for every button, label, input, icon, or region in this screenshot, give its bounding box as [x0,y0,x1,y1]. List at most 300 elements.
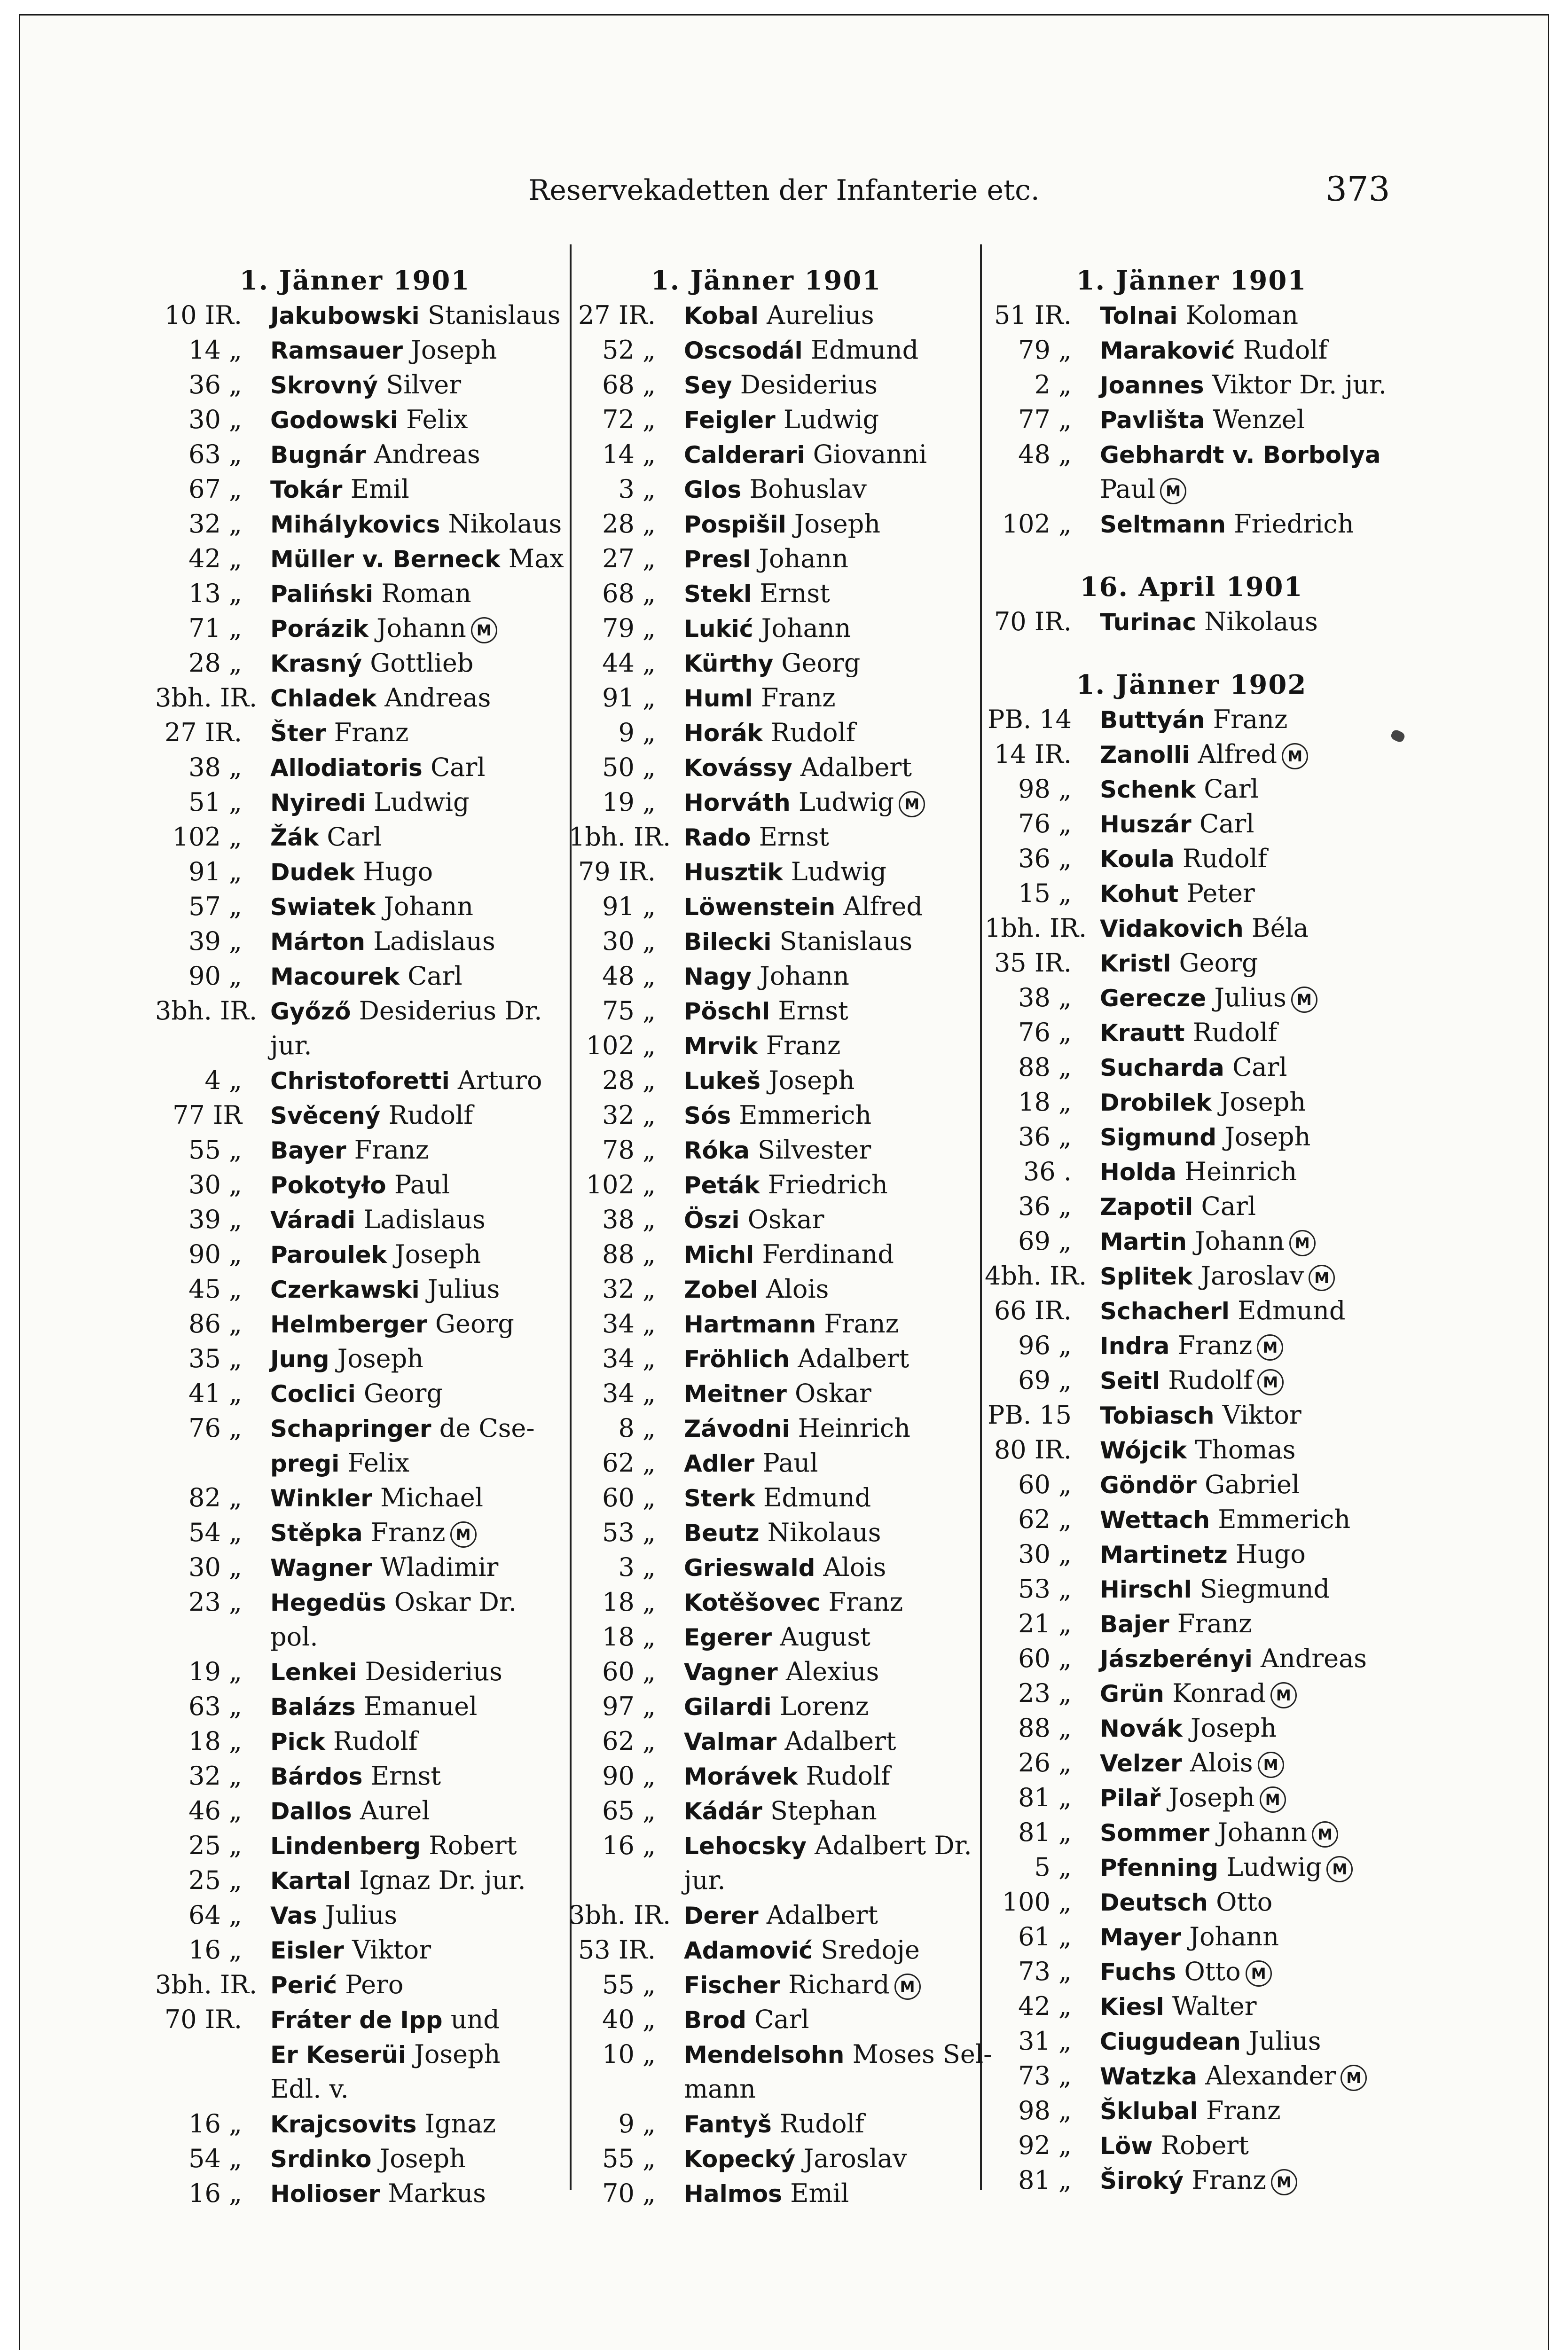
cadet-name [684,437,927,472]
regiment-number: 69 „ [1018,1226,1072,1256]
regiment-number: 55 „ [188,1135,242,1165]
roster-entry [569,368,964,402]
surname: Derer [684,1902,759,1929]
roster-entry [985,604,1398,639]
regiment-number: 54 „ [188,2144,242,2173]
regiment-number: 14 „ [602,439,656,469]
surname: Koula [1100,846,1175,873]
cadet-name [684,1550,886,1585]
surname: Lehocsky [684,1833,807,1860]
cadet-name [1100,946,1258,981]
given-name: Johann [1189,1922,1279,1951]
regiment-number: 27 IR. [164,718,242,747]
cadet-name [270,1515,477,1551]
roster-entry [569,2141,964,2176]
regiment-number: 102 „ [586,1031,656,1060]
cadet-name [270,1585,517,1620]
regiment-number: 60 „ [1018,1644,1072,1673]
cadet-name [684,1272,829,1307]
given-name: Lorenz [779,1692,869,1721]
roster-entry [985,1676,1398,1711]
cadet-name [1100,1189,1256,1224]
cadet-name [684,1654,879,1690]
cadet-name [270,959,463,994]
circled-m-icon: M [1282,743,1308,769]
regiment-number: 30 „ [188,405,242,434]
regiment-number: 63 „ [188,1692,242,1721]
cadet-name [1100,702,1287,737]
given-name: Franz [1213,705,1288,734]
roster-entry [569,2107,964,2141]
roster-entry [985,1954,1398,1989]
regiment-number: 73 „ [1018,2061,1072,2091]
surname: Huml [684,685,753,712]
given-name: Stanislaus [779,926,913,956]
roster-entry [155,1133,555,1167]
given-name: Sredoje [821,1935,920,1965]
given-name: Alexander [1205,2061,1336,2091]
surname: Er Keserüi [270,2041,407,2068]
given-name: Oskar Dr. [394,1587,517,1617]
roster-entry [155,1028,555,1063]
regiment-number: 62 „ [1018,1504,1072,1534]
surname: Turinac [1100,609,1196,636]
given-name: Carl [327,822,382,852]
surname: Winkler [270,1485,372,1512]
given-name: Johann [384,892,474,921]
roster-entry [569,820,964,854]
regiment-number: 16 „ [602,1831,656,1860]
roster-entry [569,889,964,924]
given-name: Franz [828,1587,903,1617]
given-name: Heinrich [798,1413,910,1443]
regiment-number: PB. 14 [987,705,1072,734]
given-name: Paul [394,1170,450,1199]
given-name: Wenzel [1213,405,1305,434]
given-name: Adalbert [784,1726,896,1756]
cadet-name [1100,333,1327,368]
regiment-number: 21 „ [1018,1609,1072,1638]
cadet-name [270,715,408,751]
regiment-number: 23 „ [188,1587,242,1617]
cadet-name [684,1828,972,1864]
given-name: Alexius [785,1657,879,1686]
regiment-number: 30 „ [1018,1539,1072,1569]
roster-entry [985,298,1398,333]
given-name: jur. [270,1031,312,1060]
given-name: Emil [790,2178,849,2208]
regiment-number: 53 IR. [578,1935,656,1965]
surname: Fischer [684,1972,780,1999]
surname: Deutsch [1100,1889,1208,1916]
given-name: Alfred [843,892,923,921]
roster-entry [985,1015,1398,1050]
cadet-name [270,333,497,368]
circled-m-icon: M [450,1521,477,1548]
regiment-number: 79 „ [602,613,656,643]
given-name: Joseph [337,1344,423,1373]
cadet-name [1100,2093,1281,2129]
roster-entry [155,1689,555,1724]
given-name: Andreas [384,683,491,713]
roster-entry [155,1898,555,1933]
regiment-number: 35 IR. [994,948,1072,978]
regiment-number: 9 „ [618,718,656,747]
surname: Sterk [684,1485,755,1512]
surname: Holda [1100,1159,1176,1186]
cadet-name [1100,1954,1272,1990]
cadet-name [1100,1467,1300,1503]
cadet-name [270,1654,502,1690]
regiment-number: 90 „ [602,1761,656,1791]
cadet-name [1100,1328,1283,1363]
roster-entry [155,1759,555,1794]
given-name: Carl [754,2005,809,2034]
surname: Kiesl [1100,1993,1164,2021]
given-name: Georg [1179,948,1258,978]
surname: Fuchs [1100,1958,1176,1986]
cadet-name [270,541,564,577]
cadet-name [270,1237,481,1272]
given-name: und [450,2005,500,2034]
regiment-number: 91 „ [602,892,656,921]
cadet-name [270,1933,431,1968]
given-name: Hugo [363,857,433,886]
given-name: Ludwig [1226,1852,1322,1882]
given-name: Edmund [810,335,919,365]
roster-entry [985,2163,1398,2198]
roster-entry [985,2059,1398,2093]
surname: Horák [684,720,763,747]
cadet-name [684,854,886,890]
surname: Chladek [270,685,377,712]
cadet-name [1100,2059,1367,2094]
cadet-name [1100,604,1318,640]
surname: Indra [1100,1332,1170,1360]
cadet-name [684,1167,888,1203]
cadet-name [270,1759,441,1794]
surname: Sós [684,1102,731,1129]
surname: Hegedüs [270,1589,386,1616]
regiment-number: 78 „ [602,1135,656,1165]
regiment-number: 60 „ [602,1483,656,1512]
regiment-number: 1bh. IR. [985,913,1087,943]
surname: Bilecki [684,928,772,956]
given-name: Peter [1186,878,1255,908]
given-name: Siegmund [1200,1574,1330,1604]
given-name: Franz [370,1518,446,1547]
surname: Christoforetti [270,1067,450,1095]
surname: Bajer [1100,1611,1169,1638]
roster-entry [569,298,964,333]
roster-entry [985,1780,1398,1815]
cadet-name [270,1098,473,1133]
surname: Horváth [684,789,791,816]
given-name: Adalbert Dr. [815,1831,972,1860]
surname: Wójcik [1100,1437,1187,1464]
date-heading: 1. Jänner 1901 [651,265,882,296]
roster-entry [155,1585,555,1620]
column-rule-2 [980,244,982,2190]
roster-entry [155,472,555,507]
cadet-name [270,611,497,646]
roster-entry [569,715,964,750]
regiment-number: 52 „ [602,335,656,365]
cadet-name [270,994,542,1029]
regiment-number: 16 „ [188,2178,242,2208]
surname: Grün [1100,1680,1164,1708]
cadet-name [684,2141,907,2177]
given-name: Michael [380,1483,484,1512]
cadet-name [1100,402,1305,438]
roster-entry [569,611,964,646]
cadet-name [684,472,867,507]
surname: Adler [684,1450,755,1477]
given-name: jur. [684,1865,726,1895]
given-name: Nikolaus [1204,607,1318,636]
regiment-number: 32 „ [602,1100,656,1130]
cadet-name [684,2176,849,2211]
roster-entry [569,1898,964,1933]
cadet-name [684,2107,864,2142]
roster-entry [569,1967,964,2002]
cadet-name [270,507,562,542]
surname: Godowski [270,407,398,434]
given-name: Ernst [760,579,830,608]
given-name: Desiderius [740,370,878,400]
regiment-number: 100 „ [1002,1887,1072,1917]
surname: Müller v. Berneck [270,546,501,573]
surname: Tobiasch [1100,1402,1215,1429]
regiment-number: 10 IR. [164,300,242,330]
regiment-number: 1bh. IR. [569,822,671,852]
given-name: Desiderius Dr. [359,996,542,1026]
surname: Buttyán [1100,706,1205,734]
roster-entry [155,2072,555,2107]
surname: Fröhlich [684,1346,790,1373]
surname: Czerkawski [270,1276,420,1303]
cadet-name [684,1724,896,1759]
roster-entry [985,702,1398,737]
cadet-name [684,402,879,438]
surname: Sigmund [1100,1124,1217,1151]
surname: Michl [684,1241,754,1269]
regiment-number: 72 „ [602,405,656,434]
regiment-number: 81 „ [1018,1817,1072,1847]
roster-entry [155,1341,555,1376]
regiment-number: 3bh. IR. [155,683,258,713]
surname: Löw [1100,2132,1153,2160]
cadet-name [684,681,836,716]
given-name: Georg [363,1379,443,1408]
regiment-number: 69 „ [1018,1365,1072,1395]
roster-entry [155,611,555,646]
given-name: Felix [406,405,468,434]
surname: Kartal [270,1867,351,1895]
surname: Joannes [1100,372,1204,399]
surname: Kohut [1100,880,1179,908]
regiment-number: 27 „ [602,544,656,573]
roster-entry [155,1376,555,1411]
regiment-number: 34 „ [602,1309,656,1339]
regiment-number: 30 „ [188,1170,242,1199]
given-name: Joseph [411,335,497,365]
roster-entry [569,1724,964,1759]
roster-entry [985,1363,1398,1398]
regiment-number: 16 „ [188,2109,242,2138]
surname: Holioser [270,2180,380,2208]
given-name: Joseph [414,2039,501,2069]
roster-entry [985,911,1398,946]
regiment-number: 102 „ [586,1170,656,1199]
surname: Balázs [270,1693,356,1721]
surname: Hirschl [1100,1576,1192,1603]
regiment-number: 30 „ [188,1552,242,1582]
cadet-name [270,1898,397,1933]
given-name: Bohuslav [749,474,867,504]
cadet-name [270,1863,526,1898]
cadet-name [270,1307,514,1342]
regiment-number: 28 „ [602,1065,656,1095]
surname: Adamović [684,1937,813,1964]
surname: Pavlišta [1100,407,1205,434]
surname: Seltmann [1100,511,1226,538]
given-name: Joseph [379,2144,466,2173]
regiment-number: 86 „ [188,1309,242,1339]
given-name: Jaroslav [803,2144,907,2173]
given-name: Ladislaus [373,926,495,956]
cadet-name [684,1933,920,1968]
roster-entry [155,1550,555,1585]
given-name: Emmerich [739,1100,872,1130]
given-name: Ignaz [424,2109,496,2138]
surname: Allodiatoris [270,754,423,782]
roster-entry [155,750,555,785]
roster-entry [569,1828,972,1863]
regiment-number: 98 „ [1018,2096,1072,2125]
regiment-number: 18 „ [1018,1087,1072,1117]
regiment-number: 36 „ [1018,844,1072,873]
regiment-number: 27 IR. [578,300,656,330]
roster-entry [569,785,964,820]
given-name: Carl [1201,1191,1256,1221]
surname: Glos [684,476,742,503]
cadet-name [684,2002,809,2037]
given-name: Robert [1160,2131,1249,2160]
given-name: Rudolf [806,1761,891,1791]
given-name: Gottlieb [370,648,474,678]
roster-entry [569,1167,964,1202]
roster-entry [985,876,1398,911]
cadet-name [270,785,470,820]
cadet-name [270,1063,542,1098]
surname: Nyiredi [270,789,366,816]
surname: Zanolli [1100,741,1190,768]
surname: Calderari [684,441,805,469]
surname: Splitek [1100,1263,1193,1290]
roster-entry [569,1550,964,1585]
given-name: Edmund [763,1483,871,1512]
regiment-number: 42 „ [188,544,242,573]
surname: Kovássy [684,754,792,782]
cadet-name [684,1133,871,1168]
surname: Zobel [684,1276,758,1303]
roster-entry [155,298,561,333]
given-name: Rudolf [388,1100,473,1130]
regiment-number: 13 „ [188,579,242,608]
regiment-number: 4bh. IR. [985,1261,1087,1291]
surname: Novák [1100,1715,1183,1742]
circled-m-icon: M [1326,1856,1353,1882]
surname: Perić [270,1972,337,1999]
roster-entry [155,333,555,368]
cadet-name [270,1480,483,1516]
given-name: Arturo [457,1065,542,1095]
regiment-number: 80 IR. [994,1435,1072,1465]
roster-entry [985,1572,1398,1606]
regiment-number: 50 „ [602,752,656,782]
given-name: Silvester [758,1135,871,1165]
roster-entry [985,841,1398,876]
roster-entry [155,1480,555,1515]
given-name: Paul [762,1448,818,1478]
surname: Valmar [684,1728,777,1755]
regiment-number: 34 „ [602,1344,656,1373]
regiment-number: 70 IR. [994,607,1072,636]
given-name: Johann [376,613,466,643]
roster-entry [985,2024,1398,2059]
given-name: Wladimir [380,1552,499,1582]
regiment-number: 42 „ [1018,1991,1072,2021]
regiment-number: 5 „ [1034,1852,1072,1882]
roster-entry [155,1654,555,1689]
roster-entry [985,1850,1398,1885]
regiment-number: 23 „ [1018,1678,1072,1708]
given-name: Aurel [360,1796,430,1825]
cadet-name [270,646,473,681]
given-name: Giovanni [813,439,927,469]
regiment-number: 3bh. IR. [155,996,258,1026]
cadet-name [270,298,560,333]
cadet-name [1100,1885,1272,1920]
surname: Győző [270,998,351,1025]
surname: Löwenstein [684,893,836,921]
cadet-name [1100,472,1186,507]
cadet-name [684,785,925,820]
surname: Feigler [684,407,776,434]
surname: Wagner [270,1554,373,1582]
circled-m-icon: M [1160,478,1186,504]
roster-entry [569,1341,964,1376]
surname: Sommer [1100,1819,1210,1847]
cadet-name [684,368,878,403]
surname: Pfenning [1100,1854,1219,1881]
given-name: Aurelius [767,300,874,330]
cadet-name [1100,772,1259,807]
surname: Ramsauer [270,337,403,364]
regiment-number: 38 „ [1018,983,1072,1012]
circled-m-icon: M [894,1974,921,2000]
surname: Paroulek [270,1241,387,1269]
cadet-name [684,646,860,681]
regiment-number: 28 „ [602,509,656,539]
given-name: Viktor Dr. jur. [1212,370,1387,400]
surname: Ciugudean [1100,2028,1241,2055]
given-name: Rudolf [771,718,855,747]
given-name: Otto [1184,1957,1241,1986]
surname: Eisler [270,1937,344,1964]
given-name: Alois [1190,1748,1253,1778]
